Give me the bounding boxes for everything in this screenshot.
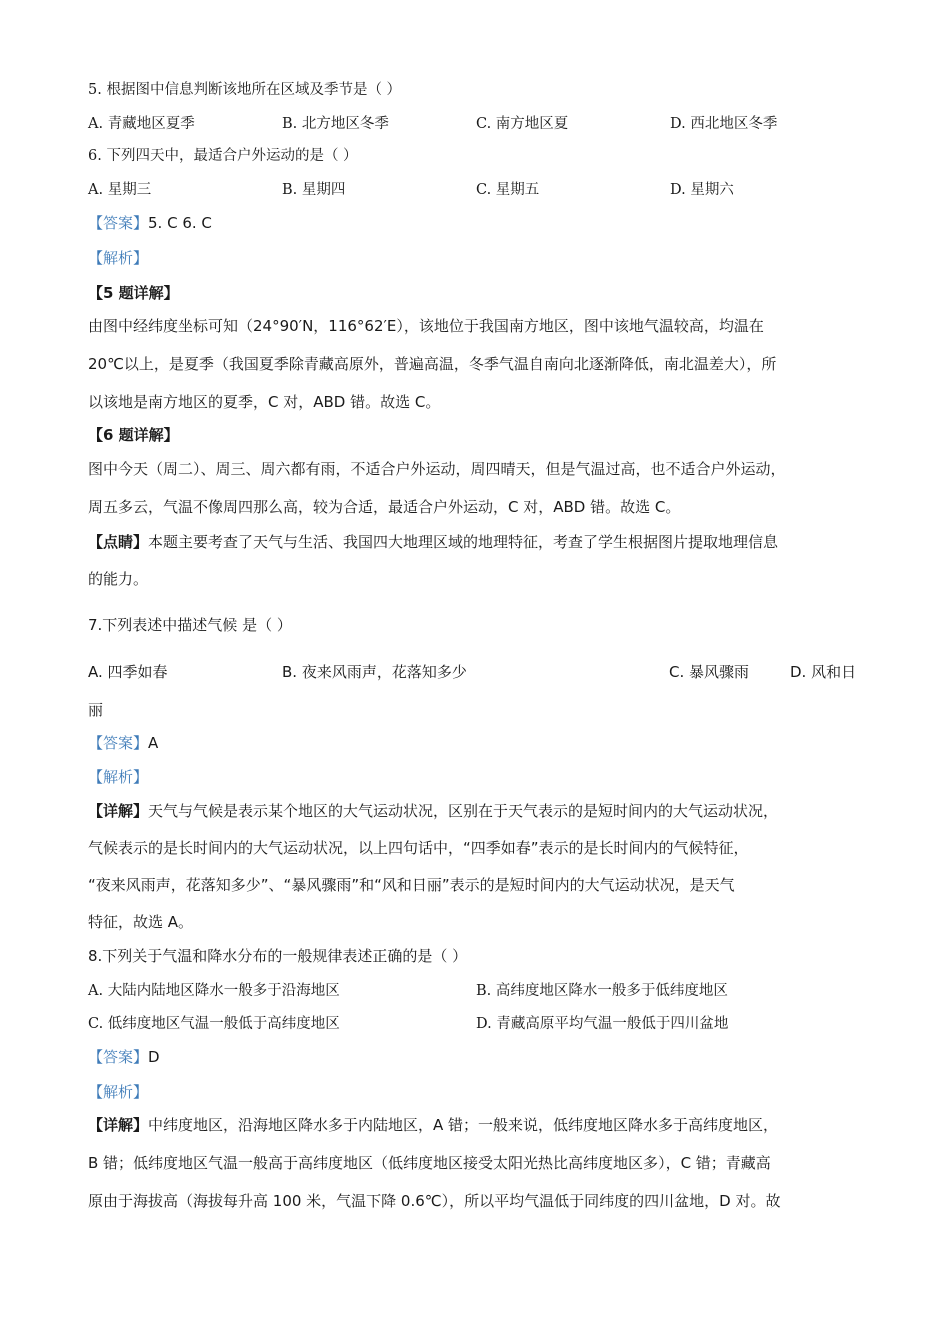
answer-row-8 (88, 1047, 160, 1067)
q6-stem: 6. 下列四天中，最适合户外运动的是（ ） (88, 148, 358, 164)
q7-stem: 7.下列表述中描述气候 是（ ） (88, 616, 292, 634)
detail-7-line: 气候表示的是长时间内的大气运动状况，以上四句话中，“四季如春”表示的是长时间内的气候特征， (88, 839, 749, 857)
analysis-tag: 【解析】 (88, 1083, 149, 1101)
q5-option-b: B. 北方地区冬季 (282, 116, 389, 132)
q8-option-b: B. 高纬度地区降水一般多于低纬度地区 (476, 983, 728, 999)
detail-5-line: 由图中经纬度坐标可知（24°90′N，116°62′E），该地位于我国南方地区，图中该地气温较高，均温在 (88, 317, 764, 335)
q5-option-d: D. 西北地区冬季 (670, 116, 778, 132)
q5-stem: 5. 根据图中信息判断该地所在区域及季节是（ ） (88, 82, 402, 98)
answer-tag: 【答案】 (88, 734, 149, 752)
detail-text: 中纬度地区，沿海地区降水多于内陆地区，A 错；一般来说，低纬度地区降水多于高纬度地区， (148, 1116, 779, 1134)
comment-line-2: 的能力。 (88, 570, 149, 588)
comment-line (88, 532, 778, 552)
detail-8-line: 原由于海拔高（海拔每升高 100 米，气温下降 0.6℃），所以平均气温低于同纬度的四川盆地，D 对。故 (88, 1192, 781, 1210)
detail-6-title: 【6 题详解】 (88, 426, 179, 444)
analysis-tag: 【解析】 (88, 768, 149, 786)
detail-6-line: 周五多云，气温不像周四那么高，较为合适，最适合户外运动，C 对，ABD 错。故选 C。 (88, 498, 681, 516)
q6-option-d: D. 星期六 (670, 182, 734, 198)
comment-text: 本题主要考查了天气与生活、我国四大地理区域的地理特征，考查了学生根据图片提取地理信息 (148, 533, 779, 551)
detail-6-line: 图中今天（周二）、周三、周六都有雨，不适合户外运动，周四晴天，但是气温过高，也不适合户外运动， (88, 460, 786, 478)
answer-text: A (148, 734, 159, 752)
q6-option-a: A. 星期三 (88, 182, 152, 198)
q8-stem: 8.下列关于气温和降水分布的一般规律表述正确的是（ ） (88, 947, 468, 965)
detail-7-line (88, 801, 778, 821)
q7-option-a: A. 四季如春 (88, 663, 168, 681)
detail-7-line: “夜来风雨声，花落知多少”、“暴风骤雨”和“风和日丽”表示的是短时间内的大气运动状况，是天气 (88, 876, 735, 894)
detail-tag: 【详解】 (88, 802, 149, 820)
answer-tag: 【答案】 (88, 214, 149, 232)
detail-5-line: 20℃以上，是夏季（我国夏季除青藏高原外，普遍高温，冬季气温自南向北逐渐降低，南北温差大），所 (88, 355, 777, 373)
detail-5-title: 【5 题详解】 (88, 284, 179, 302)
q8-option-d: D. 青藏高原平均气温一般低于四川盆地 (476, 1016, 729, 1032)
q7-option-d: D. 风和日 (790, 663, 857, 681)
q7-option-b: B. 夜来风雨声，花落知多少 (282, 663, 467, 681)
q6-option-b: B. 星期四 (282, 182, 346, 198)
q8-option-c: C. 低纬度地区气温一般低于高纬度地区 (88, 1016, 340, 1032)
detail-8-line (88, 1115, 778, 1135)
answer-text: D (148, 1048, 160, 1066)
q8-option-a: A. 大陆内陆地区降水一般多于沿海地区 (88, 983, 340, 999)
q7-option-d-wrap: 丽 (88, 701, 104, 719)
answer-tag: 【答案】 (88, 1048, 149, 1066)
detail-7-line: 特征，故选 A。 (88, 913, 194, 931)
answer-row-7 (88, 733, 158, 753)
detail-tag: 【详解】 (88, 1116, 149, 1134)
analysis-tag: 【解析】 (88, 249, 149, 267)
q5-option-c: C. 南方地区夏 (476, 116, 569, 132)
comment-tag: 【点睛】 (88, 533, 149, 551)
answer-text: 5. C 6. C (148, 214, 212, 232)
q7-option-c: C. 暴风骤雨 (669, 663, 750, 681)
q6-option-c: C. 星期五 (476, 182, 540, 198)
answer-row-5-6 (88, 213, 212, 233)
detail-text: 天气与气候是表示某个地区的大气运动状况，区别在于天气表示的是短时间内的大气运动状况， (148, 802, 779, 820)
detail-8-line: B 错；低纬度地区气温一般高于高纬度地区（低纬度地区接受太阳光热比高纬度地区多），C 错；青藏高 (88, 1154, 771, 1172)
detail-5-line: 以该地是南方地区的夏季，C 对，ABD 错。故选 C。 (88, 393, 441, 411)
q5-option-a: A. 青藏地区夏季 (88, 116, 195, 132)
